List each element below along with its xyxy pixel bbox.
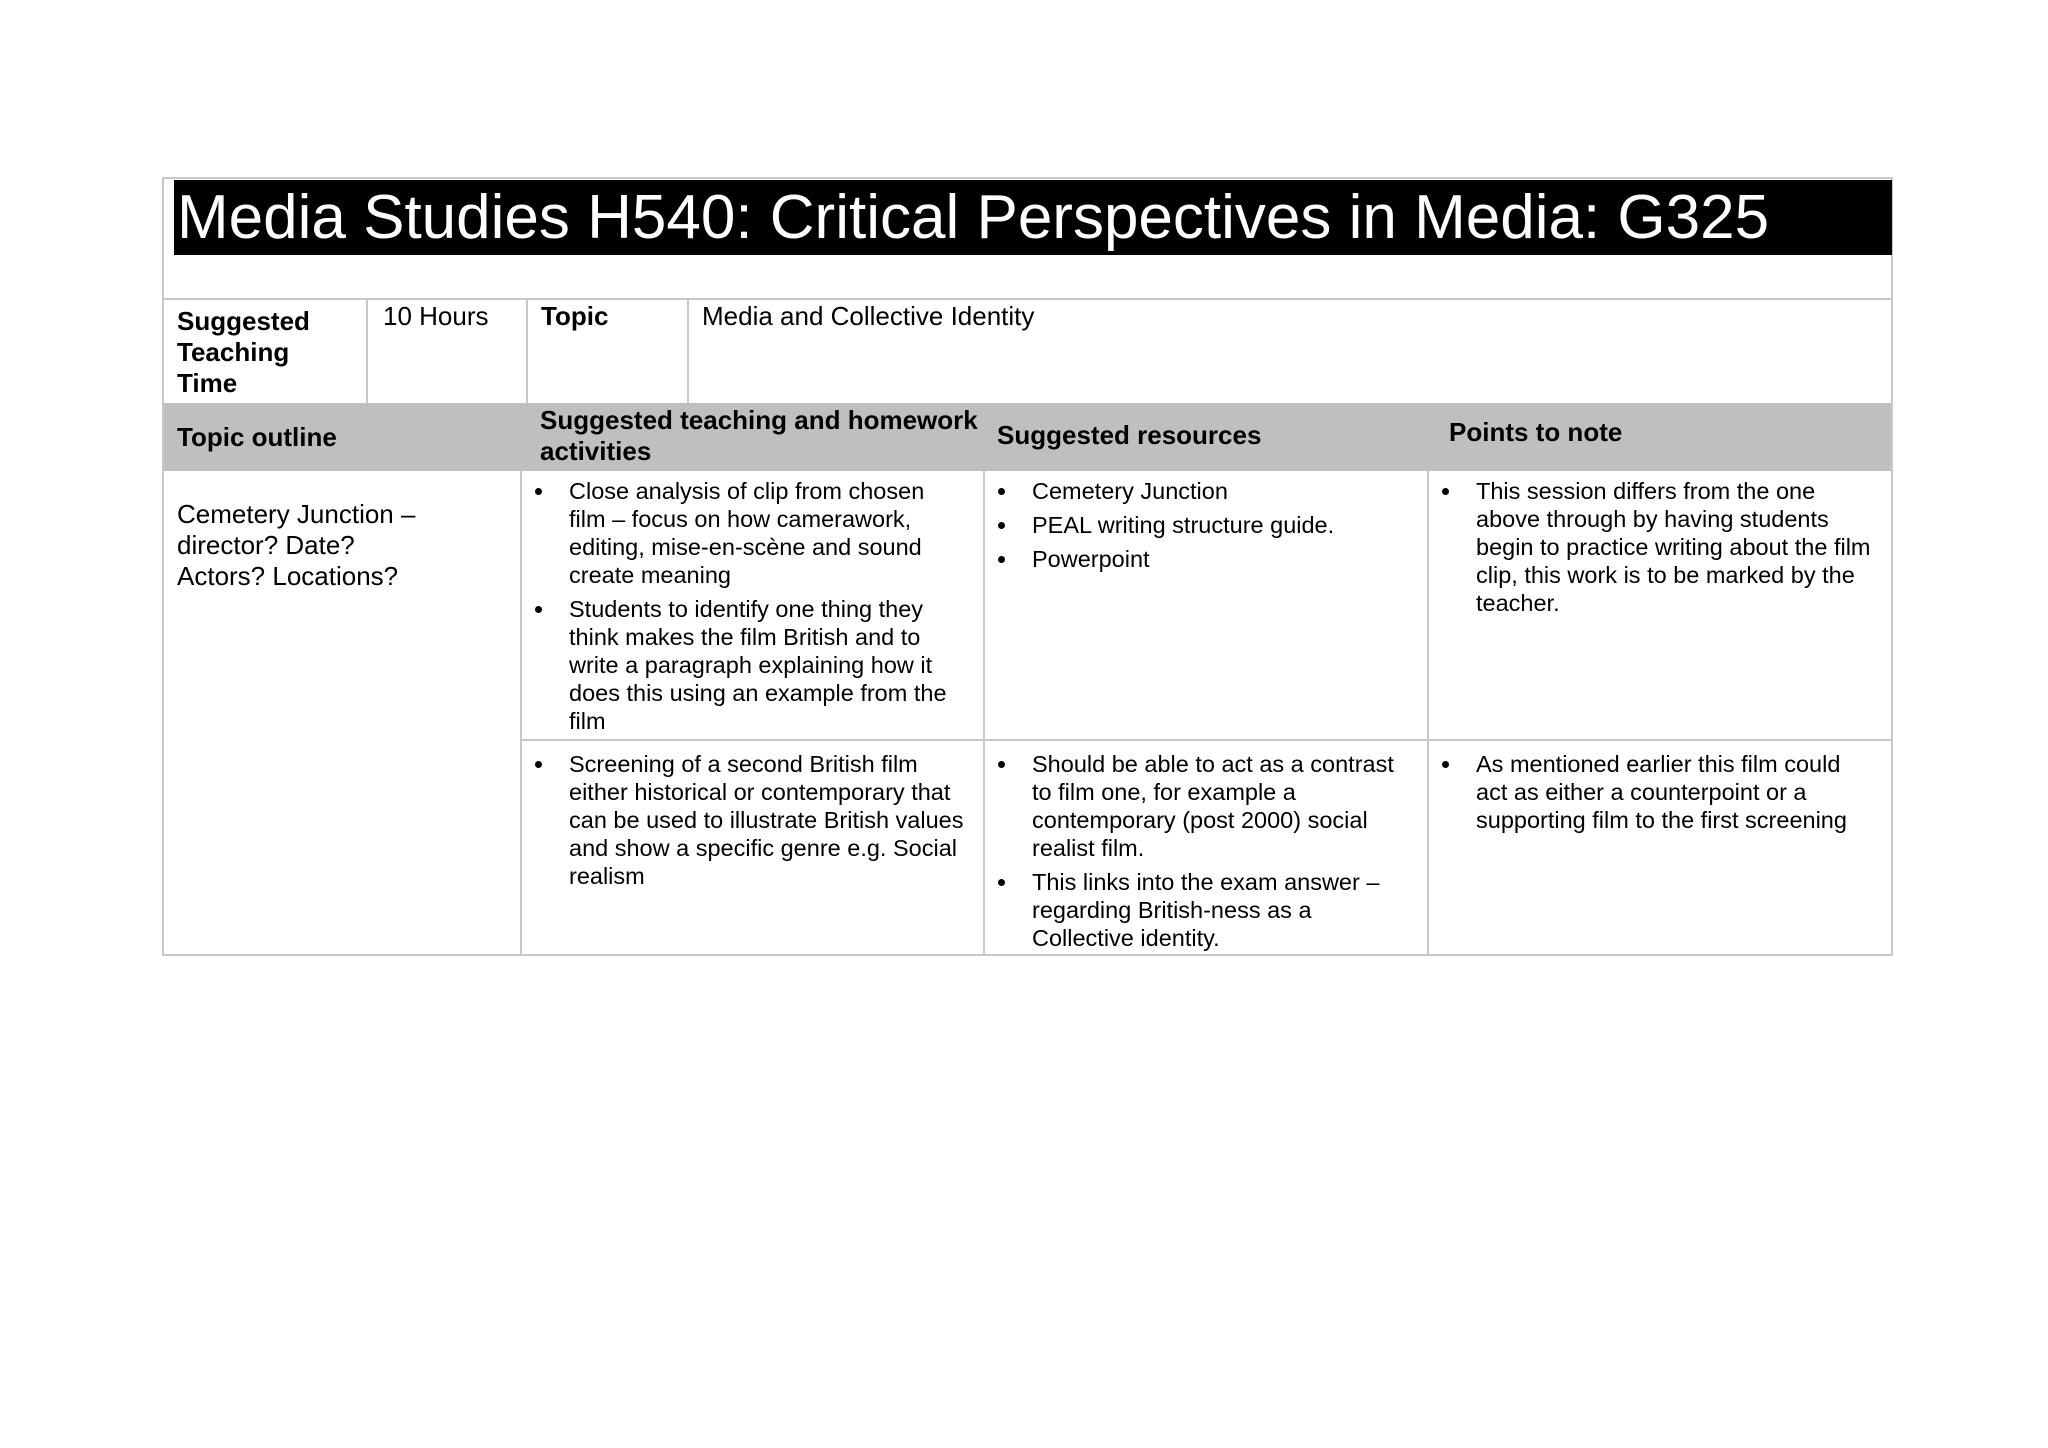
row2-points-list <box>1429 750 1869 840</box>
topic-outline-text: Cemetery Junction – director? Date? Actors? Locations? <box>177 499 416 591</box>
document-title: Media Studies H540: Critical Perspectives in Media: G325 <box>174 180 1892 255</box>
row1-activities-list <box>522 477 967 741</box>
header-activities: Suggested teaching and homework activities <box>540 405 978 466</box>
list-item: Screening of a second British film either historical or contemporary that can be used to illustrate British values and show a specific genre e.g. Social realism <box>522 750 967 890</box>
teaching-time-value: 10 Hours <box>383 301 489 331</box>
grid-line <box>366 298 368 403</box>
list-item: This session differs from the one above through by having students begin to practice writing about the film clip, this work is to be marked by the teacher. <box>1429 477 1884 617</box>
header-resources: Suggested resources <box>997 420 1262 450</box>
list-item: Close analysis of clip from chosen film – focus on how camerawork, editing, mise-en-scène and sound create meaning <box>522 477 967 589</box>
scheme-of-work-table <box>162 177 1893 956</box>
list-item: Cemetery Junction <box>985 477 1415 505</box>
teaching-time-label: Suggested Teaching Time <box>177 306 310 398</box>
topic-value: Media and Collective Identity <box>702 301 1035 331</box>
list-item: Students to identify one thing they think makes the film British and to write a paragraph explaining how it does this using an example from the film <box>522 595 967 735</box>
grid-line <box>164 298 1891 300</box>
row1-points-list <box>1429 477 1884 623</box>
list-item: This links into the exam answer – regarding British-ness as a Collective identity. <box>985 868 1415 952</box>
topic-label: Topic <box>541 301 609 331</box>
grid-line <box>687 298 689 403</box>
list-item: Powerpoint <box>985 545 1415 573</box>
row2-resources-list <box>985 750 1415 958</box>
list-item: As mentioned earlier this film could act as either a counterpoint or a supporting film to the first screening <box>1429 750 1869 834</box>
header-topic-outline: Topic outline <box>177 422 337 452</box>
header-points: Points to note <box>1449 417 1623 447</box>
row2-activities-list <box>522 750 967 896</box>
list-item: PEAL writing structure guide. <box>985 511 1415 539</box>
list-item: Should be able to act as a contrast to film one, for example a contemporary (post 2000) social realist film. <box>985 750 1415 862</box>
row1-resources-list <box>985 477 1415 579</box>
grid-line <box>526 298 528 403</box>
